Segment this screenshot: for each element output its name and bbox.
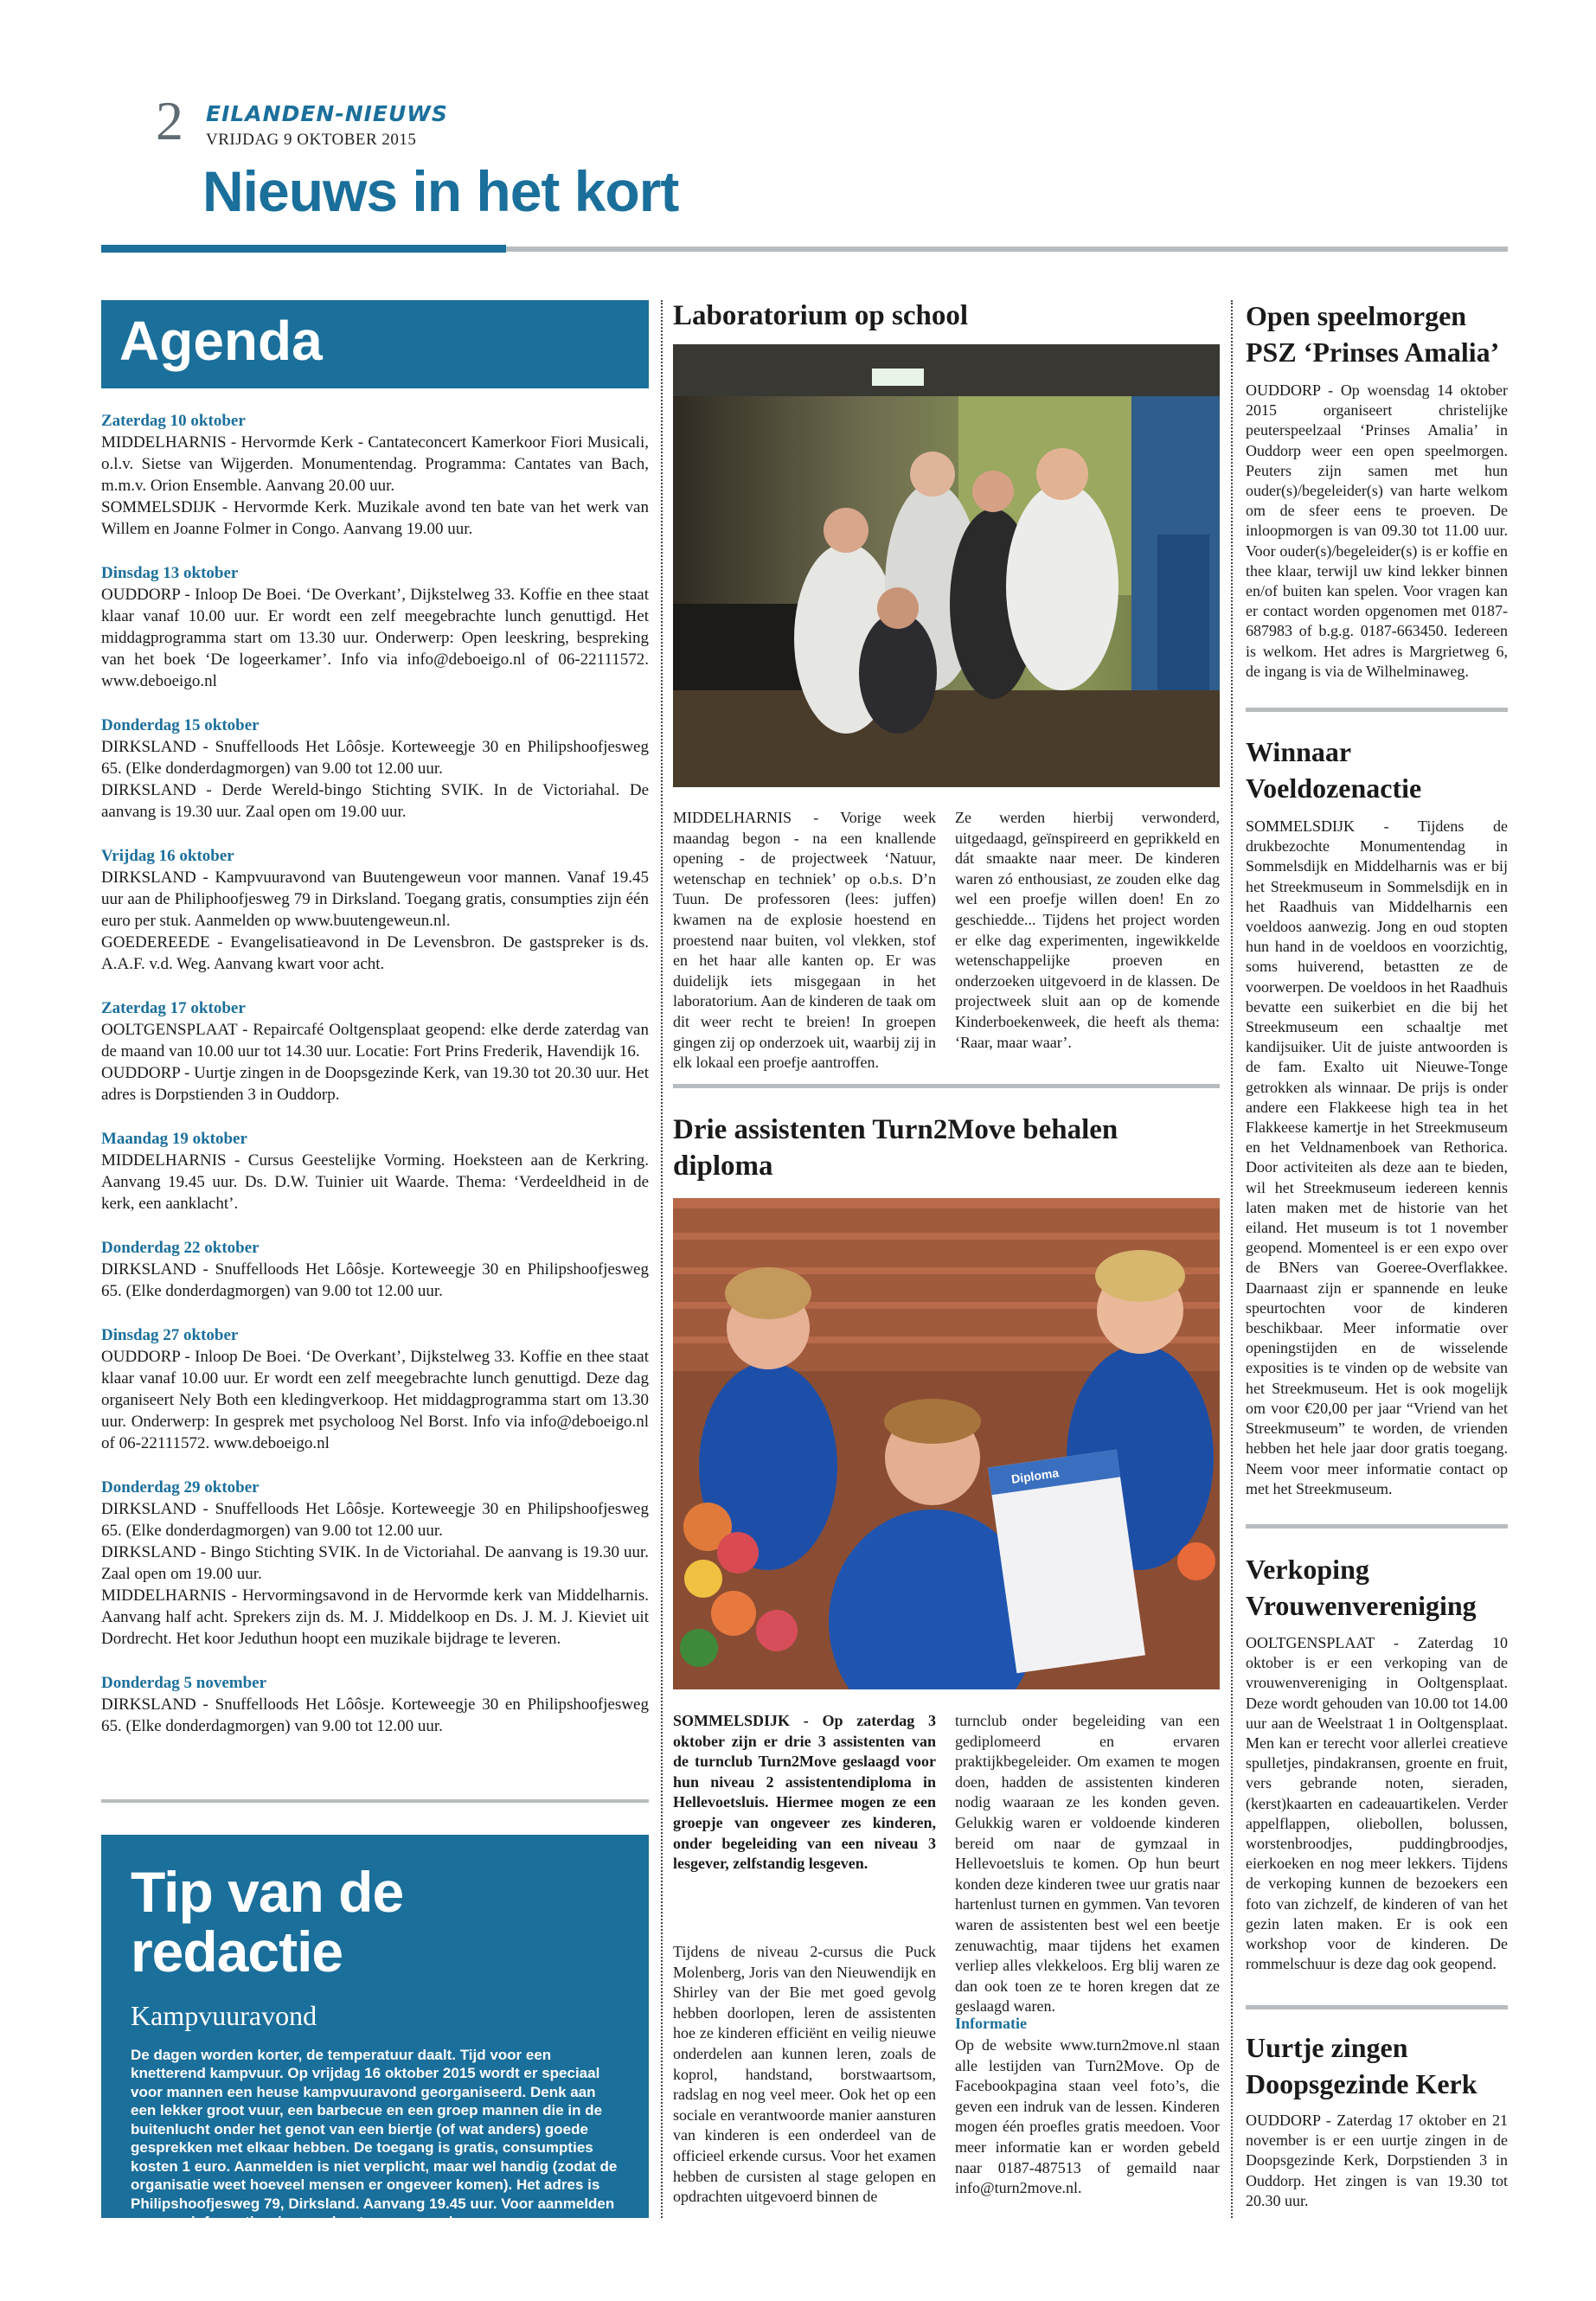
agenda-text: DIRKSLAND - Snuffelloods Het Lôôsje. Korteweegje 30 en Philipshoofjesweg 65. (Elke donderdagmorgen) van 9.00 tot 12.00 uur.: [101, 738, 649, 778]
diploma-label: Diploma: [1010, 1465, 1060, 1486]
right-headline-3: Verkoping Vrouwenvereniging: [1246, 1554, 1477, 1621]
agenda-text: SOMMELSDIJK - Hervormde Kerk. Muzikale avond ten bate van het werk van Willem en Joanne Folmer in Congo. Aanvang 19.00 uur.: [101, 498, 649, 538]
agenda-date: Dinsdag 27 oktober: [101, 1326, 239, 1344]
agenda-rule: [101, 1799, 649, 1803]
agenda-item: [101, 997, 649, 1106]
tip-subtitle: Kampvuuravond: [131, 1999, 317, 2031]
agenda-date: Maandag 19 oktober: [101, 1130, 247, 1148]
agenda-text: DIRKSLAND - Bingo Stichting SVIK. In de Victoriahal. De aanvang is 19.30 uur. Zaal open om 19.00 uur.: [101, 1543, 649, 1583]
publication-date: VRIJDAG 9 OKTOBER 2015: [206, 131, 417, 149]
agenda-text: GOEDEREEDE - Evangelisatieavond in De Levensbron. De gastspreker is ds. A.A.F. v.d. Weg. Aanvang kwart voor acht.: [101, 933, 649, 973]
agenda-text: DIRKSLAND - Snuffelloods Het Lôôsje. Korteweegje 30 en Philipshoofjesweg 65. (Elke donderdagmorgen) van 9.00 tot 12.00 uur.: [101, 1260, 649, 1300]
agenda-text: DIRKSLAND - Snuffelloods Het Lôôsje. Korteweegje 30 en Philipshoofjesweg 65. (Elke donderdagmorgen) van 9.00 tot 12.00 uur.: [101, 1500, 649, 1540]
agenda-text: OOLTGENSPLAAT - Repaircafé Ooltgensplaat geopend: elke derde zaterdag van de maand van 10.00 uur tot 14.30 uur. Locatie: Fort Prins Frederik, Havendijk 16.: [101, 1021, 649, 1061]
agenda-item: [101, 1477, 649, 1650]
tip-box: [101, 1835, 649, 2231]
right-text-2: SOMMELSDIJK - Tijdens de drukbezochte Monumentendag in Sommelsdijk en Middelharnis was er bij het Streekmuseum in Sommelsdijk en in het Raadhuis van Middelharnis een voeldoos aanwezig. Jong en oud stopten hun hand in de voeldoos en voorzichtig, soms huiverend, betastten ze de voorwerpen. De voeldoos in het Raadhuis bevatte een suikerbiet en die bij het Streekmuseum een schaaltje met kandijsuiker. Uit de juiste antwoorden is de fam. Exalto uit Nieuwe-Tonge getrokken als winnaar. De prijs is onder andere een Flakkeese high tea in het Flakkeese kamertje in het Streekmuseum en het Veldnamenboek van Rethorica. Door activiteiten als deze aan te bieden, wil het Streekmuseum iedereen kennis laten maken met de historie van het eiland. Het museum is tot 1 november geopend. Momenteel is er een expo over de BNers van Goeree-Overflakkee. Daarnaast zijn er spannende en leuke speurtochten voor de kinderen beschikbaar. Meer informatie over openingstijden en de wisselende exposities is te vinden op de website van het Streekmuseum. Het is ook mogelijk om voor €20,00 per jaar “Vriend van het Streekmuseum” te worden, de vrienden hebben het hele jaar door gratis toegang. Neem voor meer informatie contact op met het Streekmuseum.: [1246, 817, 1508, 1497]
agenda-item: [101, 562, 649, 692]
section-title: Nieuws in het kort: [202, 159, 679, 223]
agenda-text: DIRKSLAND - Snuffelloods Het Lôôsje. Korteweegje 30 en Philipshoofjesweg 65. (Elke donderdagmorgen) van 9.00 tot 12.00 uur.: [101, 1695, 649, 1735]
right-text-3: OOLTGENSPLAAT - Zaterdag 10 oktober is er een verkoping van de vrouwenvereniging in Ooltgensplaat. Deze wordt gehouden van 10.00 tot 14.00 uur aan de Weelstraat 1 in Ooltgensplaat. Men kan er terecht voor allerlei creatieve spulletjes, pindakransen, groente en fruit, vers gebrande noten, sieraden, (kerst)kaarten en cadeauartikelen. Verder appelflappen, oliebollen, bolussen, worstenbroodjes, puddingbroodjes, eierkoeken en nog meer lekkers. Tijdens de verkoping kunnen de bezoekers een foto van zichzelf, de kinderen of van het gezin laten maken. Er is ook een workshop voor de kinderen. De rommelschuur is deze dag ook geopend.: [1246, 1634, 1508, 1973]
header-rule-accent: [101, 245, 506, 253]
column-separator: [661, 300, 663, 2218]
agenda-list: [101, 410, 649, 1759]
story-rule: [673, 1084, 1220, 1088]
turn2move-text-col2: turnclub onder begeleiding van een gediplomeerd en ervaren praktijkbegeleider. Om examen te mogen doen, hadden de assistenten kinderen nodig waaraan ze les konden geven. Gelukkig waren er voldoende kinderen bereid om naar de gymzaal in Hellevoetsluis te komen. Op hun beurt konden deze kinderen twee uur gratis naar hartenlust turnen en gymmen. Van tevoren waren de assistenten best wel een beetje zenuwachtig, maar tijdens het examen verliep alles vlekkeloos. Erg blij waren ze dan ook toen ze te horen kregen dat ze geslaagd waren.: [955, 1712, 1220, 2016]
agenda-date: Zaterdag 10 oktober: [101, 412, 246, 430]
agenda-date: Zaterdag 17 oktober: [101, 999, 246, 1017]
agenda-text: DIRKSLAND - Kampvuuravond van Buutengeweun voor mannen. Vanaf 19.45 uur aan de Philiphoofjesweg 79 in Dirksland. Toegang gratis, consumpties zijn één euro per stuk. Aanmelden op www.buutengeweun.nl.: [101, 868, 649, 930]
agenda-item: [101, 845, 649, 975]
agenda-item: [101, 1237, 649, 1302]
lab-text-col1: MIDDELHARNIS - Vorige week maandag begon - na een knallende opening - de projectweek ‘Natuur, wetenschap en techniek’ op o.b.s. D’n Tuun. De professoren (lees: juffen) kwamen na de explosie hoestend en proestend naar buiten, vol vlekken, stof en het haar alle kanten op. Er was duidelijk iets misgegaan in het laboratorium. Aan de kinderen de taak om dit weer recht te breien! In groepen gingen zij op onderzoek uit, waarbij zij in elk lokaal een proefje aantroffen.: [673, 809, 936, 1072]
agenda-date: Donderdag 22 oktober: [101, 1239, 260, 1257]
right-rule: [1246, 708, 1508, 712]
agenda-text: OUDDORP - Inloop De Boei. ‘De Overkant’, Dijkstelweg 33. Koffie en thee staat klaar vanaf 10.00 uur. Er wordt een zelf meegebrachte lunch genuttigd. Deze dag organiseert Nely Both een kledingverkoop. Het middagprogramma start om 13.30 uur. Onderwerp: In gesprek met psycholoog Nel Borst. Info via info@deboeigo.nl of 06-22111572. www.deboeigo.nl: [101, 1348, 649, 1452]
agenda-date: Donderdag 5 november: [101, 1674, 267, 1692]
agenda-date: Dinsdag 13 oktober: [101, 564, 239, 582]
agenda-date: Donderdag 29 oktober: [101, 1478, 260, 1497]
tip-body: De dagen worden korter, de temperatuur daalt. Tijd voor een knetterend kampvuur. Op vrijdag 16 oktober 2015 wordt er speciaal voor mannen een heuse kampvuuravond georganiseerd. Denk aan een lekker groot vuur, een barbecue en een groep mannen die in de buitenlucht onder het genot van een biertje (of wat anders) goede gesprekken met elkaar hebben. De toegang is gratis, consumpties kosten 1 euro. Aanmelden is niet verplicht, maar wel handig (zodat de organisatie weet hoeveel mensen er ongeveer komen). Het adres is Philipshoofjesweg 79, Dirksland. Aanvang 19.45 uur. Voor aanmelden en meer informatie, zie www.buutengeweun.nl.: [131, 2046, 618, 2231]
agenda-item: [101, 410, 649, 540]
right-headline-2: Winnaar Voeldozenactie: [1246, 736, 1422, 804]
turn2move-photo: [673, 1198, 1220, 1689]
lab-headline: Laboratorium op school: [673, 300, 969, 331]
agenda-text: MIDDELHARNIS - Cursus Geestelijke Vorming. Hoeksteen aan de Kerkring. Aanvang 19.45 uur. Ds. D.W. Tuinier uit Waarde. Thema: ‘Verdeeldheid in de kerk, een aanklacht’.: [101, 1151, 649, 1213]
turn2move-lead: SOMMELSDIJK - Op zaterdag 3 oktober zijn er drie 3 assistenten van de turnclub Turn2Move geslaagd voor hun niveau 2 assistentendiploma in Hellevoetsluis. Hiermee mogen ze een groepje van ongeveer zes kinderen, onder begeleiding van een niveau 3 lesgever, zelfstandig lesgeven.: [673, 1712, 936, 1873]
masthead: EILANDEN-NIEUWS: [206, 101, 448, 126]
tip-title: Tip van de redactie: [131, 1860, 404, 1984]
agenda-item: [101, 1672, 649, 1737]
turn2move-text-col1: Tijdens de niveau 2-cursus die Puck Molenberg, Joris van den Nieuwendijk en Shirley van der Bie met goed gevolg hebben doorlopen, leren de assistenten hoe ze kinderen efficiënt en veilig nieuwe onderdelen aan kunnen leren, zoals de koprol, handstand, borstwaartsom, radslag en nog veel meer. Ook het op een sociale en verantwoorde manier aansturen van kinderen is een onderdeel van de officieel erkende cursus. Voor het examen hebben de cursisten al stage gelopen en opdrachten uitgevoerd binnen de: [673, 1943, 936, 2206]
header-rule: [506, 247, 1508, 252]
right-rule: [1246, 1524, 1508, 1529]
agenda-text: OUDDORP - Uurtje zingen in de Doopsgezinde Kerk, van 19.30 tot 20.30 uur. Het adres is Dorpstienden 3 in Ouddorp.: [101, 1064, 649, 1104]
agenda-date: Donderdag 15 oktober: [101, 716, 260, 734]
agenda-text: DIRKSLAND - Derde Wereld-bingo Stichting SVIK. In de Victoriahal. De aanvang is 19.30 uur. Zaal open om 19.00 uur.: [101, 781, 649, 821]
agenda-item: [101, 715, 649, 823]
agenda-item: [101, 1324, 649, 1454]
right-headline-4: Uurtje zingen Doopsgezinde Kerk: [1246, 2032, 1477, 2099]
right-headline-1: Open speelmorgen PSZ ‘Prinses Amalia’: [1246, 300, 1500, 368]
right-text-4: OUDDORP - Zaterdag 17 oktober en 21 november is er een uurtje zingen in de Doopsgezinde Kerk, Dorpstienden 3 in Ouddorp. Het zingen is van 19.30 tot 20.30 uur.: [1246, 2112, 1508, 2209]
column-separator: [1231, 300, 1233, 2218]
right-text-1: OUDDORP - Op woensdag 14 oktober 2015 organiseert christelijke peuterspeelzaal ‘Prinses Amalia’ in Ouddorp weer een open speelmorgen. Peuters zijn samen met hun ouder(s)/begeleider(s) van harte welkom om de sfeer eens te proeven. De inloopmorgen is van 09.30 tot 11.00 uur. Voor ouder(s)/begeleider(s) is er koffie en thee klaar, terwijl uw kind lekker binnen en/of buiten kan spelen. Voor vragen kan er contact worden opgenomen met 0187-687983 of b.g.g. 0187-663450. Iedereen is welkom. Het adres is Margrietweg 6, de ingang is via de Wilhelminaweg.: [1246, 381, 1508, 680]
agenda-text: OUDDORP - Inloop De Boei. ‘De Overkant’, Dijkstelweg 33. Koffie en thee staat klaar vanaf 10.00 uur. Er wordt een zelf meegebrachte lunch genuttigd. Het middagprogramma start om 13.30 uur. Onderwerp: Open leeskring, bespreking van het boek ‘De logeerkamer’. Info via info@deboeigo.nl of 06-22111572. www.deboeigo.nl: [101, 586, 649, 690]
agenda-text: MIDDELHARNIS - Hervormingsavond in de Hervormde kerk van Middelharnis. Aanvang half acht. Sprekers zijn ds. M. J. Middelkoop en Ds. J. M. J. Kieviet uit Dordrecht. Het koor Jeduthun hoopt een muzikale bijdrage te leveren.: [101, 1586, 649, 1648]
turn2move-headline: Drie assistenten Turn2Move behalen diploma: [673, 1114, 1118, 1182]
agenda-item: [101, 1128, 649, 1215]
agenda-date: Vrijdag 16 oktober: [101, 847, 234, 865]
lab-photo: [673, 344, 1220, 787]
agenda-title: Agenda: [119, 310, 323, 372]
turn2move-info-text: Op de website www.turn2move.nl staan alle lestijden van Turn2Move. Op de Facebookpagina staan veel foto’s, die geven een indruk van de lessen. Kinderen mogen één proefles gratis meedoen. Voor meer informatie kan er worden gebeld naar 0187-487513 of gemaild naar info@turn2move.nl.: [955, 2036, 1220, 2197]
page-number: 2: [156, 90, 183, 151]
right-rule: [1246, 2005, 1508, 2009]
agenda-text: MIDDELHARNIS - Hervormde Kerk - Cantateconcert Kamerkoor Fiori Musicali, o.l.v. Sietse van Wijgerden. Monumentendag. Programma: Cantates van Bach, m.m.v. Orion Ensemble. Aanvang 20.00 uur.: [101, 433, 649, 495]
lab-text-col2: Ze werden hierbij verwonderd, uitgedaagd, geïnspireerd en geprikkeld en dát smaakte naar meer. De kinderen waren zó enthousiast, ze zouden elke dag wel een proefje willen doen! En zo geschiedde... Tijdens het project worden er elke dag experimenten, ingewikkelde wetenschappelijke proeven en onderzoeken uitgevoerd in de klassen. De projectweek sluit aan op de komende Kinderboekenweek, die heeft als thema: ‘Raar, maar waar’.: [955, 809, 1220, 1051]
turn2move-info-heading: Informatie: [955, 2015, 1027, 2032]
